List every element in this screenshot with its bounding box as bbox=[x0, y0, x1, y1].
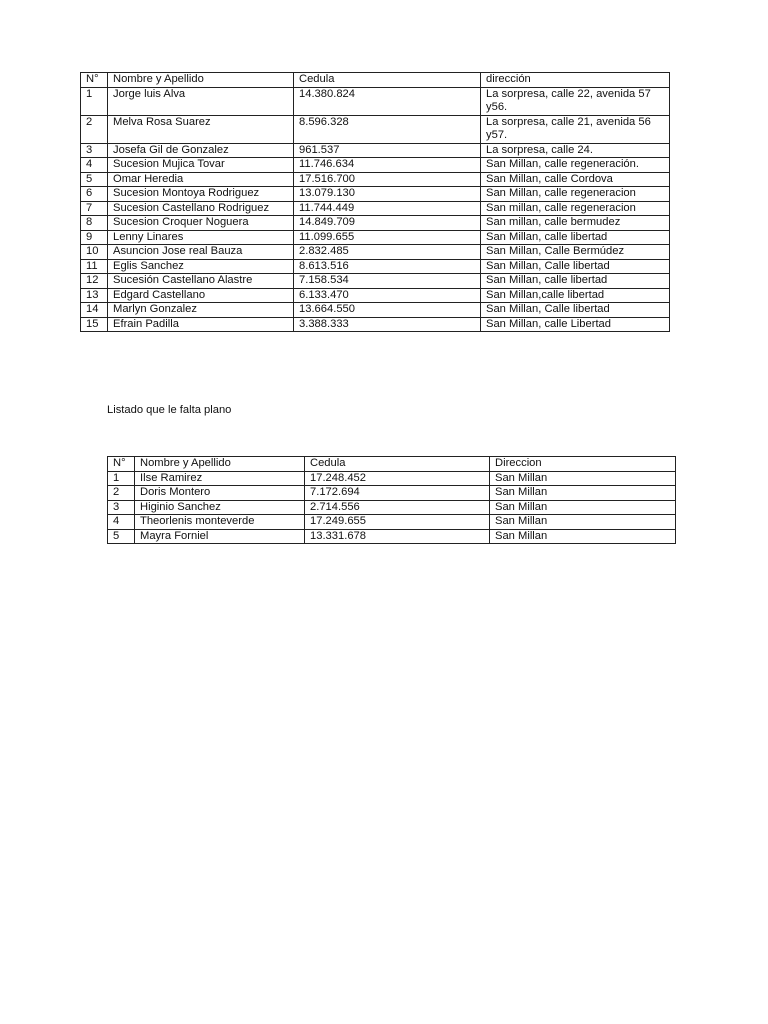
owners-table-body bbox=[81, 87, 670, 332]
cell-address: San Millan, Calle libertad bbox=[481, 303, 670, 318]
cell-cedula: 3.388.333 bbox=[294, 317, 481, 332]
cell-number: 5 bbox=[81, 172, 108, 187]
cell-address: La sorpresa, calle 22, avenida 57 y56. bbox=[481, 87, 670, 115]
cell-number: 1 bbox=[108, 471, 135, 486]
cell-name: Melva Rosa Suarez bbox=[108, 115, 294, 143]
cell-number: 1 bbox=[81, 87, 108, 115]
cell-name: Efrain Padilla bbox=[108, 317, 294, 332]
cell-name: Edgard Castellano bbox=[108, 288, 294, 303]
cell-address: San Millan, calle Libertad bbox=[481, 317, 670, 332]
header-name: Nombre y Apellido bbox=[135, 457, 305, 472]
cell-name: Mayra Forniel bbox=[135, 529, 305, 544]
cell-name: Higinio Sanchez bbox=[135, 500, 305, 515]
table-row bbox=[108, 500, 676, 515]
header-number: N° bbox=[81, 73, 108, 88]
cell-cedula: 2.714.556 bbox=[305, 500, 490, 515]
cell-address: San Millan bbox=[490, 486, 676, 501]
cell-address: San Millan bbox=[490, 500, 676, 515]
cell-address: San Millan, calle libertad bbox=[481, 230, 670, 245]
cell-number: 3 bbox=[108, 500, 135, 515]
table-row bbox=[108, 486, 676, 501]
cell-address: San Millan, calle libertad bbox=[481, 274, 670, 289]
cell-number: 3 bbox=[81, 143, 108, 158]
cell-cedula: 7.158.534 bbox=[294, 274, 481, 289]
cell-address: San Millan, calle regeneracion bbox=[481, 187, 670, 202]
cell-number: 9 bbox=[81, 230, 108, 245]
cell-name: Lenny Linares bbox=[108, 230, 294, 245]
cell-name: Omar Heredia bbox=[108, 172, 294, 187]
header-address: dirección bbox=[481, 73, 670, 88]
cell-name: Sucesión Castellano Alastre bbox=[108, 274, 294, 289]
header-number: N° bbox=[108, 457, 135, 472]
table-row bbox=[81, 87, 670, 115]
cell-address: San millan, calle bermudez bbox=[481, 216, 670, 231]
cell-name: Marlyn Gonzalez bbox=[108, 303, 294, 318]
cell-cedula: 8.596.328 bbox=[294, 115, 481, 143]
cell-number: 13 bbox=[81, 288, 108, 303]
cell-number: 5 bbox=[108, 529, 135, 544]
cell-address: San Millan, calle regeneración. bbox=[481, 158, 670, 173]
table-row bbox=[81, 158, 670, 173]
table-row bbox=[81, 288, 670, 303]
table-row bbox=[81, 230, 670, 245]
cell-number: 2 bbox=[108, 486, 135, 501]
cell-number: 12 bbox=[81, 274, 108, 289]
table-row bbox=[108, 471, 676, 486]
cell-number: 4 bbox=[108, 515, 135, 530]
cell-name: Sucesion Croquer Noguera bbox=[108, 216, 294, 231]
cell-cedula: 8.613.516 bbox=[294, 259, 481, 274]
cell-cedula: 961.537 bbox=[294, 143, 481, 158]
table-header-row bbox=[108, 457, 676, 472]
cell-cedula: 17.249.655 bbox=[305, 515, 490, 530]
cell-number: 11 bbox=[81, 259, 108, 274]
cell-cedula: 13.079.130 bbox=[294, 187, 481, 202]
cell-address: San Millan,calle libertad bbox=[481, 288, 670, 303]
header-address: Direccion bbox=[490, 457, 676, 472]
cell-number: 14 bbox=[81, 303, 108, 318]
cell-address: San Millan, Calle libertad bbox=[481, 259, 670, 274]
cell-address: La sorpresa, calle 24. bbox=[481, 143, 670, 158]
table-row bbox=[81, 259, 670, 274]
table-row bbox=[81, 317, 670, 332]
cell-cedula: 13.331.678 bbox=[305, 529, 490, 544]
cell-cedula: 7.172.694 bbox=[305, 486, 490, 501]
table-row bbox=[108, 529, 676, 544]
cell-name: Ilse Ramirez bbox=[135, 471, 305, 486]
table-header-row bbox=[81, 73, 670, 88]
cell-name: Doris Montero bbox=[135, 486, 305, 501]
header-cedula: Cedula bbox=[294, 73, 481, 88]
cell-name: Eglis Sanchez bbox=[108, 259, 294, 274]
cell-number: 8 bbox=[81, 216, 108, 231]
cell-address: San Millan, Calle Bermúdez bbox=[481, 245, 670, 260]
table-row bbox=[81, 216, 670, 231]
header-cedula: Cedula bbox=[305, 457, 490, 472]
table-row bbox=[81, 303, 670, 318]
cell-name: Sucesion Castellano Rodriguez bbox=[108, 201, 294, 216]
cell-cedula: 11.746.634 bbox=[294, 158, 481, 173]
cell-name: Jorge luis Alva bbox=[108, 87, 294, 115]
table-row bbox=[108, 515, 676, 530]
missing-plan-table bbox=[107, 456, 676, 544]
cell-cedula: 6.133.470 bbox=[294, 288, 481, 303]
cell-cedula: 13.664.550 bbox=[294, 303, 481, 318]
cell-name: Asuncion Jose real Bauza bbox=[108, 245, 294, 260]
cell-number: 6 bbox=[81, 187, 108, 202]
cell-address: La sorpresa, calle 21, avenida 56 y57. bbox=[481, 115, 670, 143]
cell-name: Theorlenis monteverde bbox=[135, 515, 305, 530]
owners-table bbox=[80, 72, 670, 332]
cell-address: San millan, calle regeneracion bbox=[481, 201, 670, 216]
cell-cedula: 14.849.709 bbox=[294, 216, 481, 231]
cell-name: Sucesion Montoya Rodriguez bbox=[108, 187, 294, 202]
cell-number: 7 bbox=[81, 201, 108, 216]
cell-number: 15 bbox=[81, 317, 108, 332]
cell-address: San Millan bbox=[490, 515, 676, 530]
table-row bbox=[81, 172, 670, 187]
cell-cedula: 17.516.700 bbox=[294, 172, 481, 187]
table-row bbox=[81, 143, 670, 158]
table-row bbox=[81, 115, 670, 143]
cell-number: 2 bbox=[81, 115, 108, 143]
cell-cedula: 17.248.452 bbox=[305, 471, 490, 486]
cell-number: 4 bbox=[81, 158, 108, 173]
cell-name: Sucesion Mujica Tovar bbox=[108, 158, 294, 173]
cell-cedula: 2.832.485 bbox=[294, 245, 481, 260]
table-row bbox=[81, 245, 670, 260]
header-name: Nombre y Apellido bbox=[108, 73, 294, 88]
cell-address: San Millan, calle Cordova bbox=[481, 172, 670, 187]
cell-address: San Millan bbox=[490, 529, 676, 544]
cell-number: 10 bbox=[81, 245, 108, 260]
table-row bbox=[81, 187, 670, 202]
cell-cedula: 14.380.824 bbox=[294, 87, 481, 115]
cell-cedula: 11.099.655 bbox=[294, 230, 481, 245]
table-row bbox=[81, 201, 670, 216]
cell-address: San Millan bbox=[490, 471, 676, 486]
missing-plan-caption: Listado que le falta plano bbox=[107, 404, 232, 416]
missing-plan-table-body bbox=[108, 471, 676, 544]
cell-cedula: 11.744.449 bbox=[294, 201, 481, 216]
cell-name: Josefa Gil de Gonzalez bbox=[108, 143, 294, 158]
table-row bbox=[81, 274, 670, 289]
